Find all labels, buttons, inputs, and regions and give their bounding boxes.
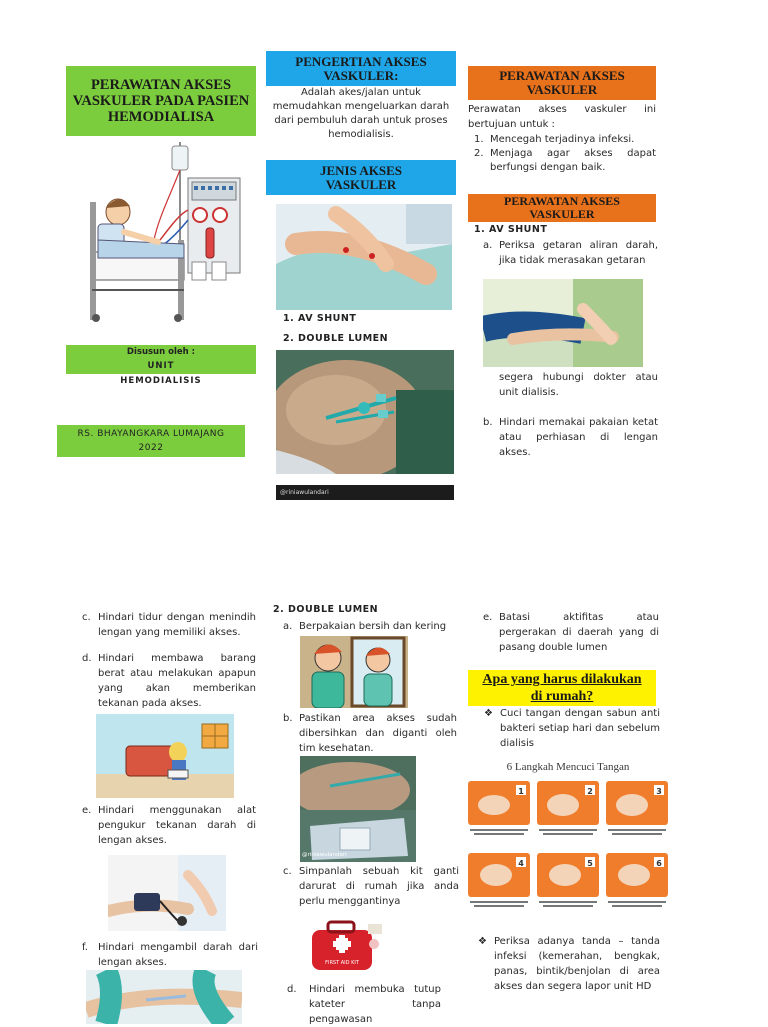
checking-thrill-photo	[483, 279, 643, 367]
handwash-steps-panel	[466, 757, 670, 931]
handwash-title: 6 Langkah Mencuci Tangan	[506, 761, 630, 773]
care-goal-2-number: 2.	[474, 148, 484, 159]
care-goal-1-text: Mencegah terjadinya infeksi.	[490, 134, 635, 145]
double-lumen-heading: 2. DOUBLE LUMEN	[273, 604, 379, 615]
dl-item-b-letter: b.	[283, 713, 293, 724]
handwash-steps-graphic	[466, 777, 670, 927]
hospital-box	[57, 425, 245, 457]
hospital-name: RS. BHAYANGKARA LUMAJANG	[77, 429, 225, 439]
dl-item-e-letter: e.	[483, 612, 493, 623]
care-goal-1	[474, 133, 656, 147]
dl-item-a-letter: a.	[283, 621, 293, 632]
care-intro: Perawatan akses vaskuler ini bertujuan untuk :	[468, 104, 656, 130]
photo-watermark-strip: @riniawulandari	[276, 485, 454, 500]
dl-item-a	[283, 619, 461, 634]
av-item-e	[82, 803, 256, 848]
handwash-step-5	[537, 853, 599, 897]
blood-pressure-photo	[108, 855, 226, 931]
care-goal-2	[474, 147, 656, 175]
definition-text: Adalah akes/jalan untuk memudahkan mengeluarkan darah dari pembuluh darah untuk proses hemodialisis.	[272, 87, 450, 140]
home-care-title: Apa yang harus dilakukan di rumah?	[468, 670, 656, 706]
step-number-6: 6	[656, 859, 662, 868]
double-lumen-photo	[276, 350, 454, 474]
av-item-c-letter: c.	[82, 612, 91, 623]
handwash-step-3	[606, 781, 668, 825]
av-item-d	[82, 651, 256, 711]
home-bullet-1	[484, 706, 660, 751]
care-goals-list	[474, 133, 656, 175]
step-number-1: 1	[518, 787, 524, 796]
dl-item-d	[287, 982, 441, 1027]
dl-item-e-text: Batasi aktifitas atau pergerakan di daerah yang di pasang double lumen	[499, 612, 659, 653]
av-item-b	[483, 415, 658, 460]
first-aid-kit-label: FIRST AID KIT	[325, 960, 359, 966]
care-goal-2-text: Menjaga agar akses dapat berfungsi dengan baik.	[490, 148, 656, 173]
step-number-2: 2	[587, 787, 593, 796]
dl-item-e	[483, 610, 659, 655]
av-item-c	[82, 610, 256, 640]
dl-item-c-letter: c.	[283, 866, 292, 877]
av-item-a-continued: segera hubungi dokter atau unit dialisis.	[499, 372, 658, 398]
diamond-bullet-icon: ❖	[484, 708, 493, 719]
av-item-f-letter: f.	[82, 942, 88, 953]
av-item-b-letter: b.	[483, 417, 493, 428]
clean-clothes-illustration	[300, 636, 408, 708]
lifting-heavy-illustration	[96, 714, 234, 798]
access-types-title: JENIS AKSES VASKULER	[266, 160, 456, 195]
author-box	[66, 345, 256, 374]
access-type-2: 2. DOUBLE LUMEN	[283, 333, 389, 344]
step-number-4: 4	[518, 859, 524, 868]
av-item-a-letter: a.	[483, 240, 493, 251]
care-goal-1-number: 1.	[474, 134, 484, 145]
dl-item-c	[283, 864, 459, 909]
brochure-title: PERAWATAN AKSES VASKULER PADA PASIEN HEMODIALISA	[66, 66, 256, 136]
home-bullet-2	[478, 934, 660, 994]
dl-item-b-text: Pastikan area akses sudah dibersihkan dan diganti oleh tim kesehatan.	[299, 713, 457, 754]
step-number-3: 3	[656, 787, 662, 796]
av-item-f	[82, 940, 258, 970]
dl-item-b	[283, 711, 457, 756]
definition-title: PENGERTIAN AKSES VASKULER:	[266, 51, 456, 86]
care-subtitle: PERAWATAN AKSES VASKULER	[468, 194, 656, 222]
av-item-d-letter: d.	[82, 653, 92, 664]
av-item-f-text: Hindari mengambil darah dari lengan akses.	[98, 942, 258, 968]
blood-draw-photo	[86, 970, 242, 1024]
av-item-d-text: Hindari membawa barang berat atau melakukan apapun yang akan memberikan tekanan pada akses.	[98, 653, 256, 709]
handwash-step-2	[537, 781, 599, 825]
av-shunt-photo	[276, 204, 452, 310]
publish-year: 2022	[138, 443, 164, 453]
av-shunt-heading: 1. AV SHUNT	[474, 224, 548, 235]
unit-line-1: UNIT	[147, 361, 175, 371]
av-item-a	[483, 238, 658, 268]
handwash-step-4	[468, 853, 530, 897]
diamond-bullet-icon-2: ❖	[478, 936, 487, 947]
av-item-e-text: Hindari menggunakan alat pengukur tekanan darah di lengan akses.	[98, 805, 256, 846]
catheter-photo-watermark: @riniawulandari	[302, 852, 347, 858]
compiled-by-label: Disusun oleh :	[126, 347, 196, 357]
dl-item-d-letter: d.	[287, 984, 297, 995]
dl-item-d-text: Hindari membuka tutup kateter tanpa pengawasan	[309, 984, 441, 1025]
step-number-5: 5	[587, 859, 593, 868]
access-type-1: 1. AV SHUNT	[283, 313, 357, 324]
dl-item-a-text: Berpakaian bersih dan kering	[299, 621, 447, 632]
hemodialysis-patient-illustration	[88, 140, 246, 325]
care-title: PERAWATAN AKSES VASKULER	[468, 66, 656, 100]
av-item-e-letter: e.	[82, 805, 92, 816]
handwash-step-6	[606, 853, 668, 897]
av-item-a-text: Periksa getaran aliran darah, jika tidak merasakan getaran	[499, 240, 658, 266]
av-item-c-text: Hindari tidur dengan menindih lengan yang memiliki akses.	[98, 612, 256, 638]
unit-line-2: HEMODIALISIS	[120, 376, 202, 386]
home-bullet-1-text: Cuci tangan dengan sabun anti bakteri setiap hari dan sebelum dialisis	[500, 708, 660, 749]
home-bullet-2-text: Periksa adanya tanda – tanda infeksi (kemerahan, bengkak, panas, bintik/benjolan di area akses dan segera lapor unit HD	[494, 936, 660, 992]
first-aid-kit-image	[308, 914, 384, 976]
dl-item-c-text: Simpanlah sebuah kit ganti darurat di rumah jika anda perlu menggantinya	[299, 866, 459, 907]
handwash-step-1	[468, 781, 530, 825]
catheter-dressing-photo	[300, 756, 416, 862]
av-item-b-text: Hindari memakai pakaian ketat atau perhiasan di lengan akses.	[499, 417, 658, 458]
